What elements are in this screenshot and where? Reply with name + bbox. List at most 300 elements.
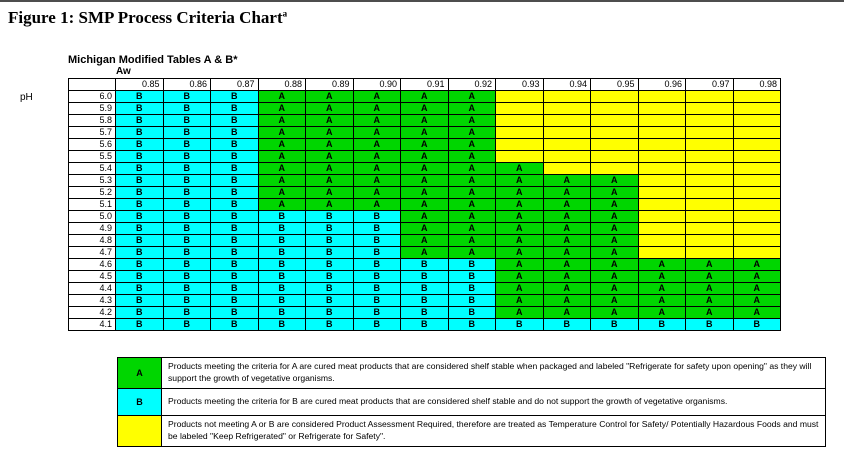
grid-cell: A [733, 307, 781, 319]
figure-title-text: Figure 1: SMP Process Criteria Chart [8, 8, 283, 27]
grid-cell: A [401, 103, 449, 115]
grid-row [69, 235, 781, 247]
grid-cell: A [306, 115, 354, 127]
legend-swatch [118, 416, 162, 446]
grid-row [69, 319, 781, 331]
grid-cell: B [211, 199, 259, 211]
grid-cell: A [496, 235, 544, 247]
grid-cell: A [496, 283, 544, 295]
grid-cell: B [211, 139, 259, 151]
grid-cell [686, 151, 734, 163]
grid-cell: A [258, 91, 306, 103]
grid-cell: A [401, 91, 449, 103]
grid-cell: B [163, 199, 211, 211]
grid-cell: A [638, 283, 686, 295]
grid-cell: B [211, 259, 259, 271]
grid-cell [638, 175, 686, 187]
grid-cell [591, 151, 639, 163]
grid-cell: A [353, 139, 401, 151]
grid-cell: B [163, 271, 211, 283]
grid-cell [686, 187, 734, 199]
grid-cell: B [353, 295, 401, 307]
grid-cell: B [163, 91, 211, 103]
grid-cell [733, 151, 781, 163]
grid-cell: A [543, 211, 591, 223]
grid-cell: B [211, 211, 259, 223]
grid-cell [638, 187, 686, 199]
ph-value-cell: 6.0 [69, 91, 116, 103]
grid-cell: B [211, 319, 259, 331]
grid-cell: B [258, 235, 306, 247]
grid-cell [733, 235, 781, 247]
grid-cell: B [448, 307, 496, 319]
grid-cell [733, 115, 781, 127]
grid-cell [686, 199, 734, 211]
grid-cell: A [306, 127, 354, 139]
grid-cell: B [306, 283, 354, 295]
grid-cell: A [638, 307, 686, 319]
grid-cell: B [211, 271, 259, 283]
grid-cell: B [306, 319, 354, 331]
grid-cell: B [353, 223, 401, 235]
grid-cell: B [116, 223, 164, 235]
grid-cell [686, 115, 734, 127]
grid-cell: B [306, 295, 354, 307]
grid-cell: B [211, 223, 259, 235]
grid-cell: B [211, 163, 259, 175]
ph-value-cell: 5.0 [69, 211, 116, 223]
grid-cell [638, 199, 686, 211]
grid-cell: B [116, 283, 164, 295]
grid-cell: A [401, 139, 449, 151]
grid-cell: B [163, 259, 211, 271]
grid-cell: B [116, 127, 164, 139]
grid-cell: A [448, 187, 496, 199]
grid-cell: A [686, 259, 734, 271]
grid-row [69, 139, 781, 151]
grid-cell: A [543, 175, 591, 187]
grid-cell: A [306, 175, 354, 187]
grid-cell: A [543, 307, 591, 319]
grid-cell: A [496, 247, 544, 259]
grid-cell: A [258, 139, 306, 151]
grid-cell: A [733, 295, 781, 307]
grid-cell: A [733, 259, 781, 271]
grid-cell: B [448, 271, 496, 283]
grid-cell: B [401, 295, 449, 307]
grid-cell: B [116, 319, 164, 331]
grid-cell: A [543, 271, 591, 283]
grid-cell: A [496, 175, 544, 187]
grid-cell: A [448, 199, 496, 211]
grid-cell [496, 115, 544, 127]
grid-cell: B [353, 319, 401, 331]
grid-cell: B [258, 259, 306, 271]
grid-cell: B [116, 115, 164, 127]
grid-cell: B [211, 127, 259, 139]
aw-header-cell: 0.86 [163, 79, 211, 91]
grid-row [69, 223, 781, 235]
grid-cell [496, 91, 544, 103]
grid-cell: B [116, 247, 164, 259]
grid-cell: A [401, 127, 449, 139]
grid-cell: B [543, 319, 591, 331]
grid-cell: A [591, 295, 639, 307]
grid-cell: A [591, 223, 639, 235]
grid-cell: A [448, 235, 496, 247]
grid-cell [591, 163, 639, 175]
grid-row [69, 187, 781, 199]
grid-cell: B [116, 151, 164, 163]
grid-cell: B [258, 295, 306, 307]
aw-header-cell: 0.91 [401, 79, 449, 91]
ph-value-cell: 4.9 [69, 223, 116, 235]
grid-cell: B [211, 307, 259, 319]
grid-cell: B [116, 235, 164, 247]
grid-cell: B [306, 223, 354, 235]
grid-cell: B [211, 151, 259, 163]
grid-cell: A [448, 91, 496, 103]
grid-cell: B [116, 175, 164, 187]
grid-cell: B [448, 283, 496, 295]
grid-cell: A [448, 163, 496, 175]
grid-cell: A [306, 103, 354, 115]
grid-cell: B [353, 271, 401, 283]
grid-cell: A [448, 151, 496, 163]
grid-cell: B [448, 259, 496, 271]
ph-value-cell: 4.7 [69, 247, 116, 259]
ph-value-cell: 4.4 [69, 283, 116, 295]
grid-cell: A [353, 103, 401, 115]
grid-cell: A [591, 307, 639, 319]
grid-cell: B [401, 271, 449, 283]
grid-cell: A [401, 199, 449, 211]
grid-cell: B [591, 319, 639, 331]
criteria-grid [68, 78, 781, 331]
grid-cell: B [163, 247, 211, 259]
grid-cell [543, 127, 591, 139]
ph-value-cell: 4.2 [69, 307, 116, 319]
grid-row [69, 271, 781, 283]
grid-cell: A [258, 151, 306, 163]
aw-header-cell: 0.87 [211, 79, 259, 91]
grid-cell: A [496, 163, 544, 175]
grid-cell: A [401, 223, 449, 235]
grid-cell [733, 175, 781, 187]
grid-cell: B [163, 127, 211, 139]
grid-cell [733, 139, 781, 151]
grid-cell: B [258, 271, 306, 283]
grid-cell: A [733, 283, 781, 295]
legend-row [118, 389, 825, 416]
grid-cell [496, 127, 544, 139]
grid-cell: A [401, 247, 449, 259]
grid-cell: B [306, 271, 354, 283]
grid-cell [686, 175, 734, 187]
grid-cell [638, 139, 686, 151]
grid-cell [591, 115, 639, 127]
grid-cell: B [163, 151, 211, 163]
grid-cell [638, 247, 686, 259]
aw-header-cell: 0.96 [638, 79, 686, 91]
grid-cell: B [258, 283, 306, 295]
grid-cell: A [543, 187, 591, 199]
ph-value-cell: 4.5 [69, 271, 116, 283]
grid-cell [733, 163, 781, 175]
grid-cell: A [353, 115, 401, 127]
ph-value-cell: 5.7 [69, 127, 116, 139]
grid-cell: B [353, 247, 401, 259]
grid-cell [686, 247, 734, 259]
grid-cell: A [591, 235, 639, 247]
ph-value-cell: 4.6 [69, 259, 116, 271]
grid-cell [686, 211, 734, 223]
grid-cell: A [401, 163, 449, 175]
grid-cell: B [163, 283, 211, 295]
grid-cell: B [353, 307, 401, 319]
grid-cell: A [306, 163, 354, 175]
grid-cell [733, 223, 781, 235]
grid-cell: B [306, 211, 354, 223]
grid-cell: B [163, 307, 211, 319]
grid-cell [496, 103, 544, 115]
grid-cell: B [401, 319, 449, 331]
grid-cell: B [638, 319, 686, 331]
grid-cell: B [353, 235, 401, 247]
grid-cell: B [353, 259, 401, 271]
grid-cell: A [638, 271, 686, 283]
grid-cell: B [496, 319, 544, 331]
aw-header-cell: 0.97 [686, 79, 734, 91]
grid-cell: B [258, 247, 306, 259]
grid-cell: B [258, 211, 306, 223]
grid-cell: B [163, 115, 211, 127]
grid-row [69, 127, 781, 139]
grid-cell: A [496, 295, 544, 307]
grid-cell: B [258, 307, 306, 319]
grid-cell: B [116, 163, 164, 175]
aw-header-cell: 0.89 [306, 79, 354, 91]
ph-value-cell: 5.3 [69, 175, 116, 187]
grid-row [69, 91, 781, 103]
grid-cell [591, 103, 639, 115]
grid-cell [543, 103, 591, 115]
legend-swatch: A [118, 358, 162, 388]
ph-value-cell: 5.9 [69, 103, 116, 115]
grid-row [69, 283, 781, 295]
grid-cell: B [163, 295, 211, 307]
grid-cell: B [211, 175, 259, 187]
grid-cell: A [306, 151, 354, 163]
grid-cell: B [163, 175, 211, 187]
grid-cell [638, 235, 686, 247]
grid-cell [686, 163, 734, 175]
grid-cell: A [306, 199, 354, 211]
grid-cell: B [163, 235, 211, 247]
grid-cell: A [543, 283, 591, 295]
legend-text: Products meeting the criteria for A are cured meat products that are considered shelf stable when packaged and labeled "Refrigerate for safety upon opening" as they will support the growth of vegetative organisms. [168, 361, 812, 383]
ph-value-cell: 4.1 [69, 319, 116, 331]
grid-cell: A [591, 199, 639, 211]
grid-row [69, 115, 781, 127]
grid-cell: A [353, 91, 401, 103]
grid-cell [638, 211, 686, 223]
grid-cell: A [591, 187, 639, 199]
grid-cell [543, 163, 591, 175]
grid-cell: B [353, 283, 401, 295]
grid-cell [543, 151, 591, 163]
grid-cell: A [591, 259, 639, 271]
legend-swatch: B [118, 389, 162, 415]
criteria-grid-body [69, 79, 781, 331]
grid-cell: A [306, 187, 354, 199]
grid-cell: A [543, 223, 591, 235]
grid-cell: A [638, 295, 686, 307]
grid-cell [591, 139, 639, 151]
grid-cell [496, 151, 544, 163]
grid-row [69, 175, 781, 187]
grid-cell: B [211, 235, 259, 247]
grid-cell: A [591, 283, 639, 295]
aw-header-cell: 0.88 [258, 79, 306, 91]
grid-cell: A [591, 175, 639, 187]
grid-cell [638, 91, 686, 103]
grid-cell [686, 127, 734, 139]
aw-header-cell: 0.93 [496, 79, 544, 91]
grid-cell: B [116, 259, 164, 271]
aw-header-cell: 0.90 [353, 79, 401, 91]
grid-cell: B [686, 319, 734, 331]
figure-title-footnote-marker: a [282, 8, 288, 19]
grid-cell [543, 115, 591, 127]
grid-cell: A [448, 115, 496, 127]
aw-header-cell: 0.94 [543, 79, 591, 91]
grid-cell: A [496, 187, 544, 199]
grid-row [69, 151, 781, 163]
grid-cell: B [306, 247, 354, 259]
grid-cell: B [163, 187, 211, 199]
ph-value-cell: 5.5 [69, 151, 116, 163]
grid-cell: A [591, 211, 639, 223]
grid-cell: B [211, 103, 259, 115]
grid-cell: A [543, 235, 591, 247]
grid-row [69, 199, 781, 211]
grid-cell: A [591, 271, 639, 283]
grid-cell: B [116, 199, 164, 211]
grid-cell: A [401, 187, 449, 199]
aw-header-cell: 0.95 [591, 79, 639, 91]
grid-cell: A [401, 235, 449, 247]
grid-cell: B [306, 307, 354, 319]
grid-cell: A [258, 103, 306, 115]
grid-cell: A [686, 295, 734, 307]
grid-cell: B [116, 91, 164, 103]
grid-cell: B [211, 187, 259, 199]
grid-cell: A [496, 271, 544, 283]
grid-cell: A [686, 283, 734, 295]
grid-cell: B [401, 283, 449, 295]
page-title [8, 8, 287, 28]
grid-cell [638, 127, 686, 139]
grid-cell: A [306, 139, 354, 151]
grid-cell: A [686, 271, 734, 283]
table-caption: Michigan Modified Tables A & B* [68, 54, 238, 66]
grid-cell: B [211, 247, 259, 259]
grid-cell: A [258, 175, 306, 187]
ph-axis-label: pH [20, 92, 33, 103]
grid-cell [733, 187, 781, 199]
grid-cell: A [353, 151, 401, 163]
aw-header-cell: 0.92 [448, 79, 496, 91]
grid-cell [543, 139, 591, 151]
grid-cell: B [163, 211, 211, 223]
grid-cell: A [496, 211, 544, 223]
grid-cell: B [116, 307, 164, 319]
legend [117, 357, 826, 447]
ph-value-cell: 4.3 [69, 295, 116, 307]
grid-cell [686, 103, 734, 115]
grid-cell [733, 103, 781, 115]
grid-cell: A [448, 103, 496, 115]
grid-cell: B [733, 319, 781, 331]
grid-cell: A [543, 295, 591, 307]
grid-cell: B [306, 235, 354, 247]
grid-cell: A [543, 247, 591, 259]
aw-header-row [69, 79, 781, 91]
grid-cell: A [733, 271, 781, 283]
grid-cell: B [211, 295, 259, 307]
grid-cell: A [591, 247, 639, 259]
grid-cell: B [353, 211, 401, 223]
grid-cell [686, 223, 734, 235]
grid-cell [638, 223, 686, 235]
grid-cell: A [401, 211, 449, 223]
grid-cell: A [353, 127, 401, 139]
grid-cell: B [116, 271, 164, 283]
grid-cell: B [401, 259, 449, 271]
grid-cell: B [258, 319, 306, 331]
grid-row [69, 259, 781, 271]
grid-cell [591, 91, 639, 103]
legend-text: Products not meeting A or B are considered Product Assessment Required, therefore are treated as Temperature Control for Safety/ Potentially Hazardous Foods and must be labeled "Keep Refrigerated" or Refrigerate for Safety". [168, 419, 819, 441]
grid-cell: A [401, 175, 449, 187]
grid-row [69, 307, 781, 319]
grid-cell: A [448, 247, 496, 259]
grid-cell: B [116, 187, 164, 199]
grid-cell: B [163, 163, 211, 175]
grid-cell [638, 163, 686, 175]
grid-cell [733, 247, 781, 259]
grid-cell: B [163, 223, 211, 235]
grid-cell: A [258, 199, 306, 211]
grid-cell [638, 151, 686, 163]
grid-cell: B [163, 139, 211, 151]
grid-cell [496, 139, 544, 151]
grid-row [69, 247, 781, 259]
grid-cell: A [496, 259, 544, 271]
grid-cell: B [116, 211, 164, 223]
grid-cell [686, 91, 734, 103]
ph-value-cell: 4.8 [69, 235, 116, 247]
grid-cell: A [401, 151, 449, 163]
grid-cell: A [353, 199, 401, 211]
ph-value-cell: 5.1 [69, 199, 116, 211]
grid-cell [543, 91, 591, 103]
grid-cell: A [353, 175, 401, 187]
grid-row [69, 163, 781, 175]
aw-axis-label: Aw [116, 66, 131, 77]
grid-cell: A [686, 307, 734, 319]
